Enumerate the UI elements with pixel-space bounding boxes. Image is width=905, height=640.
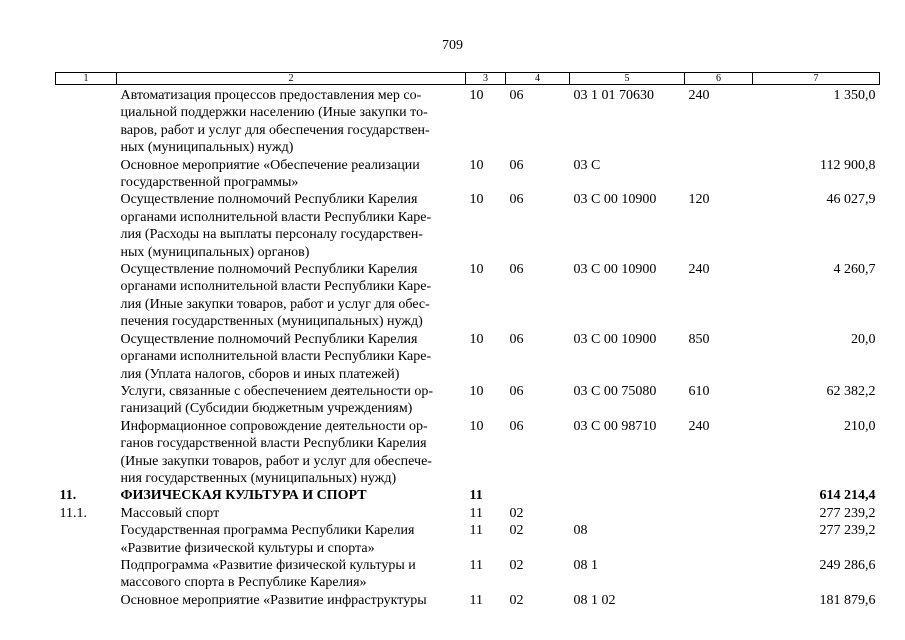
row-expense-type: 240 — [688, 418, 710, 434]
row-subsection: 06 — [509, 192, 524, 208]
header-cell: 1 — [56, 73, 117, 85]
row-name: Государственная программа Республики Карелия «Развитие физической культуры и спорта» — [120, 523, 415, 556]
row-target-code: 03 С 00 10900 — [573, 331, 657, 347]
row-amount: 46 027,9 — [826, 192, 876, 208]
row-amount: 614 214,4 — [819, 488, 876, 504]
row-target-code: 08 — [573, 523, 588, 539]
row-section: 11 — [469, 505, 483, 521]
row-name: Подпрограмма «Развитие физической культуры и массового спорта в Республике Карелия» — [120, 557, 416, 591]
row-subsection: 06 — [509, 157, 524, 173]
table-row — [56, 157, 880, 192]
row-amount: 277 239,2 — [819, 505, 876, 521]
row-amount: 277 239,2 — [819, 523, 876, 539]
table-row — [56, 557, 880, 592]
page-number: 709 — [442, 38, 463, 53]
row-number — [56, 557, 117, 592]
row-name: Услуги, связанные с обеспечением деятельности ор- ганизаций (Субсидии бюджетным учреждениям) — [120, 383, 433, 417]
row-amount: 181 879,6 — [819, 592, 876, 608]
table-row — [56, 85, 880, 157]
table-row — [56, 505, 880, 522]
row-section: 10 — [469, 157, 484, 173]
row-subsection: 02 — [509, 557, 524, 573]
row-section: 11 — [469, 523, 483, 539]
header-cell: 3 — [466, 73, 506, 85]
row-name: Основное мероприятие «Обеспечение реализации государственной программы» — [120, 157, 420, 191]
row-number — [56, 331, 117, 383]
row-target-code: 03 С — [573, 157, 601, 173]
row-target-code — [570, 487, 685, 504]
row-number: 11. — [59, 488, 77, 504]
row-expense-type — [685, 487, 753, 504]
row-amount: 210,0 — [844, 418, 876, 434]
row-number — [56, 261, 117, 331]
row-expense-type: 120 — [688, 192, 710, 208]
row-section: 11 — [469, 557, 483, 573]
row-amount: 62 382,2 — [826, 383, 876, 399]
header-cell: 4 — [506, 73, 570, 85]
row-name: Осуществление полномочий Республики Карелия органами исполнительной власти Республики Каре- лия (Иные закупки товаров, работ и услуг для обес- печения государственных (муниципальных) нужд) — [120, 262, 432, 330]
row-subsection: 02 — [509, 505, 524, 521]
row-number — [56, 522, 117, 557]
header-cell: 5 — [570, 73, 685, 85]
row-section: 10 — [469, 88, 484, 103]
row-target-code: 08 1 — [573, 557, 598, 573]
row-name: Информационное сопровождение деятельности ор- ганов государственной власти Республики Карелия (Иные закупки товаров, работ и услуг для обеспече- ния государственных (муниципальных) нужд) — [120, 418, 432, 486]
row-expense-type: 240 — [688, 262, 710, 278]
row-expense-type — [685, 505, 753, 522]
budget-table — [55, 72, 880, 609]
column-number-header — [56, 73, 880, 85]
row-target-code — [570, 505, 685, 522]
row-amount: 1 350,0 — [833, 88, 876, 103]
row-target-code: 03 С 00 98710 — [573, 418, 657, 434]
row-target-code: 03 С 00 75080 — [573, 383, 657, 399]
table-row — [56, 418, 880, 488]
row-subsection: 02 — [509, 523, 524, 539]
row-subsection — [506, 487, 570, 504]
header-cell: 2 — [117, 73, 466, 85]
row-name: Осуществление полномочий Республики Карелия органами исполнительной власти Республики Каре- лия (Уплата налогов, сборов и иных платежей) — [120, 331, 432, 382]
row-expense-type: 850 — [688, 331, 710, 347]
row-amount: 20,0 — [851, 331, 876, 347]
table-row — [56, 331, 880, 383]
table-row — [56, 191, 880, 261]
row-amount: 4 260,7 — [833, 262, 876, 278]
row-section: 10 — [469, 331, 484, 347]
row-target-code: 03 С 00 10900 — [573, 262, 657, 278]
row-subsection: 06 — [509, 262, 524, 278]
row-name: Автоматизация процессов предоставления мер со- циальной поддержки населению (Иные закупки то- варов, работ и услуг для обеспечения государствен- ных (муниципальных) нужд) — [120, 88, 430, 156]
row-section: 10 — [469, 192, 484, 208]
row-subsection: 06 — [509, 383, 524, 399]
row-section: 10 — [469, 418, 484, 434]
row-number — [56, 418, 117, 488]
row-section: 11 — [469, 592, 483, 608]
row-target-code: 03 С 00 10900 — [573, 192, 657, 208]
row-number — [56, 383, 117, 418]
row-expense-type — [685, 557, 753, 592]
row-target-code: 03 1 01 70630 — [573, 88, 654, 103]
table-row — [56, 261, 880, 331]
row-subsection: 02 — [509, 592, 524, 608]
row-subsection: 06 — [509, 88, 524, 103]
row-name: Массовый спорт — [120, 505, 220, 521]
row-section: 10 — [469, 383, 484, 399]
row-expense-type — [685, 592, 753, 609]
header-cell: 7 — [753, 73, 880, 85]
row-expense-type — [685, 522, 753, 557]
header-cell: 6 — [685, 73, 753, 85]
row-name: ФИЗИЧЕСКАЯ КУЛЬТУРА И СПОРТ — [120, 488, 367, 504]
row-subsection: 06 — [509, 418, 524, 434]
table-row — [56, 487, 880, 504]
row-number — [56, 85, 117, 157]
row-number — [56, 157, 117, 192]
row-name: Основное мероприятие «Развитие инфраструктуры — [120, 592, 427, 608]
table-row — [56, 383, 880, 418]
row-subsection: 06 — [509, 331, 524, 347]
row-section: 11 — [469, 488, 483, 504]
row-section: 10 — [469, 262, 484, 278]
row-target-code: 08 1 02 — [573, 592, 616, 608]
row-name: Осуществление полномочий Республики Карелия органами исполнительной власти Республики Каре- лия (Расходы на выплаты персоналу государствен- ных (муниципальных) органов) — [120, 192, 432, 260]
table-row — [56, 592, 880, 609]
row-expense-type — [685, 157, 753, 192]
row-number: 11.1. — [59, 505, 87, 521]
row-expense-type: 610 — [688, 383, 710, 399]
table-row — [56, 522, 880, 557]
row-number — [56, 191, 117, 261]
row-amount: 249 286,6 — [819, 557, 876, 573]
row-number — [56, 592, 117, 609]
row-amount: 112 900,8 — [820, 157, 876, 173]
row-expense-type: 240 — [688, 88, 710, 103]
